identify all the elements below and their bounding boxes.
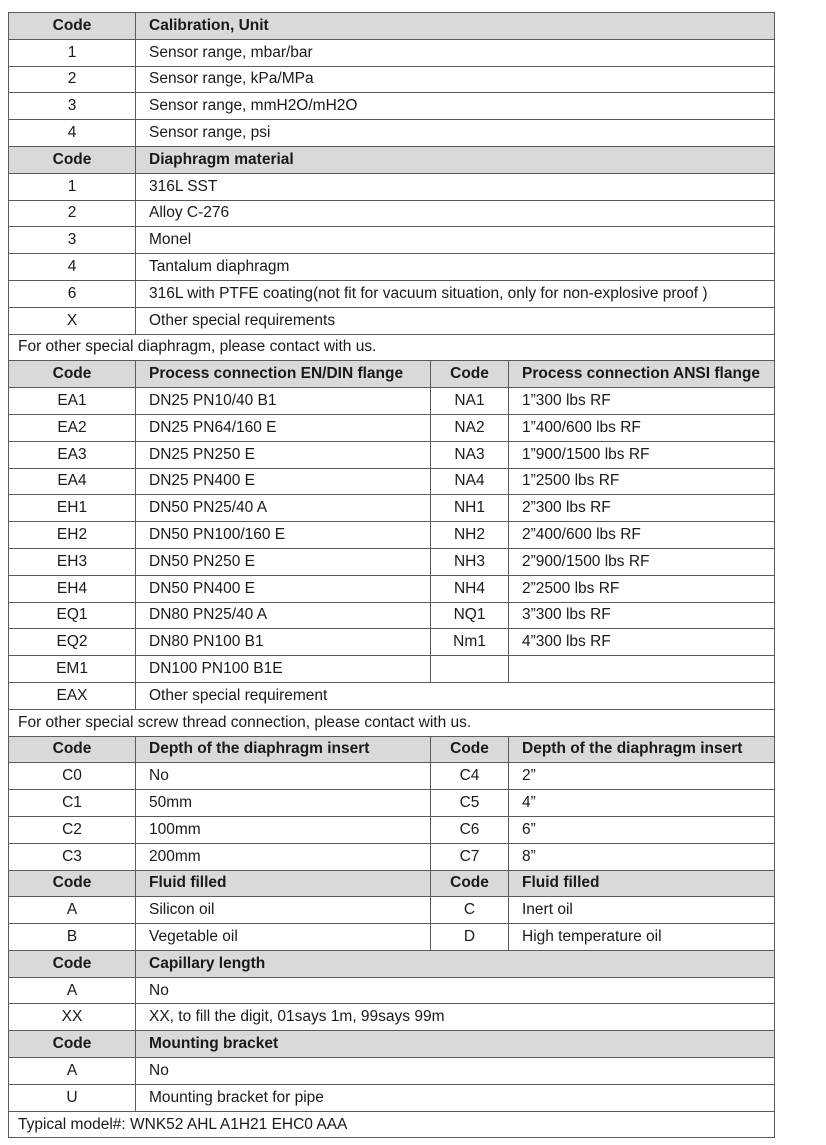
description-cell: DN80 PN25/40 A	[136, 602, 431, 629]
code-cell: C0	[9, 763, 136, 790]
code-cell: EM1	[9, 656, 136, 683]
description-cell: 1”900/1500 lbs RF	[509, 441, 775, 468]
table-row	[9, 522, 775, 549]
code-cell: EH3	[9, 548, 136, 575]
description-cell: Sensor range, psi	[136, 120, 775, 147]
description-cell: DN50 PN250 E	[136, 548, 431, 575]
description-cell: 3”300 lbs RF	[509, 602, 775, 629]
depth-title-left: Depth of the diaphragm insert	[136, 736, 431, 763]
fluid-title-left: Fluid filled	[136, 870, 431, 897]
table-row	[9, 227, 775, 254]
description-cell: 1”400/600 lbs RF	[509, 414, 775, 441]
fluid-title-right: Fluid filled	[509, 870, 775, 897]
description-cell: Other special requirement	[136, 682, 775, 709]
code-cell: NH4	[431, 575, 509, 602]
code-header: Code	[9, 1031, 136, 1058]
table-row	[9, 602, 775, 629]
description-cell: 316L with PTFE coating(not fit for vacuum situation, only for non-explosive proof )	[136, 280, 775, 307]
table-row	[9, 790, 775, 817]
code-cell: EA1	[9, 388, 136, 415]
mounting-title: Mounting bracket	[136, 1031, 775, 1058]
code-cell: Nm1	[431, 629, 509, 656]
description-cell: 2”2500 lbs RF	[509, 575, 775, 602]
description-cell: Vegetable oil	[136, 924, 431, 951]
table-row	[9, 200, 775, 227]
table-row	[9, 39, 775, 66]
table-row	[9, 173, 775, 200]
description-cell: DN25 PN10/40 B1	[136, 388, 431, 415]
description-cell: DN25 PN250 E	[136, 441, 431, 468]
process-title-ansi: Process connection ANSI flange	[509, 361, 775, 388]
footer-row	[9, 1111, 775, 1138]
table-row	[9, 575, 775, 602]
description-cell: 2”	[509, 763, 775, 790]
code-cell: NH2	[431, 522, 509, 549]
description-cell	[509, 656, 775, 683]
table-row	[9, 66, 775, 93]
table-row	[9, 629, 775, 656]
code-cell: 1	[9, 173, 136, 200]
description-cell: Other special requirements	[136, 307, 775, 334]
process-title-en-din: Process connection EN/DIN flange	[136, 361, 431, 388]
table-row	[9, 441, 775, 468]
table-row	[9, 548, 775, 575]
description-cell: DN100 PN100 B1E	[136, 656, 431, 683]
code-header: Code	[431, 870, 509, 897]
description-cell: 4”	[509, 790, 775, 817]
code-cell: NQ1	[431, 602, 509, 629]
code-cell: C6	[431, 816, 509, 843]
description-cell: XX, to fill the digit, 01says 1m, 99says 99m	[136, 1004, 775, 1031]
code-cell: D	[431, 924, 509, 951]
note-row	[9, 709, 775, 736]
depth-title-right: Depth of the diaphragm insert	[509, 736, 775, 763]
description-cell: 2”900/1500 lbs RF	[509, 548, 775, 575]
description-cell: DN50 PN100/160 E	[136, 522, 431, 549]
capillary-title: Capillary length	[136, 950, 775, 977]
code-cell: EH2	[9, 522, 136, 549]
description-cell: 200mm	[136, 843, 431, 870]
table-row	[9, 682, 775, 709]
note-row	[9, 334, 775, 361]
code-cell: 2	[9, 200, 136, 227]
description-cell: 6”	[509, 816, 775, 843]
code-header: Code	[9, 146, 136, 173]
description-cell: Mounting bracket for pipe	[136, 1084, 775, 1111]
code-cell: 3	[9, 227, 136, 254]
description-cell: No	[136, 763, 431, 790]
table-row	[9, 1084, 775, 1111]
table-row	[9, 120, 775, 147]
code-cell: B	[9, 924, 136, 951]
description-cell: DN50 PN25/40 A	[136, 495, 431, 522]
table-row	[9, 388, 775, 415]
table-row	[9, 280, 775, 307]
table-row	[9, 897, 775, 924]
code-header: Code	[9, 736, 136, 763]
code-cell: EA4	[9, 468, 136, 495]
depth-header-row	[9, 736, 775, 763]
code-cell: A	[9, 977, 136, 1004]
specification-table	[8, 12, 775, 1138]
description-cell: DN50 PN400 E	[136, 575, 431, 602]
description-cell: Sensor range, kPa/MPa	[136, 66, 775, 93]
description-cell: 50mm	[136, 790, 431, 817]
code-cell: C2	[9, 816, 136, 843]
code-cell	[431, 656, 509, 683]
diaphragm-note: For other special diaphragm, please contact with us.	[9, 334, 775, 361]
typical-model: Typical model#: WNK52 AHL A1H21 EHC0 AAA	[9, 1111, 775, 1138]
code-cell: C	[431, 897, 509, 924]
description-cell: 8”	[509, 843, 775, 870]
code-cell: 4	[9, 254, 136, 281]
code-header: Code	[9, 950, 136, 977]
code-cell: EA3	[9, 441, 136, 468]
code-cell: A	[9, 1058, 136, 1085]
table-row	[9, 307, 775, 334]
table-row	[9, 414, 775, 441]
diaphragm-header-row	[9, 146, 775, 173]
code-cell: C3	[9, 843, 136, 870]
description-cell: Sensor range, mbar/bar	[136, 39, 775, 66]
code-header: Code	[9, 13, 136, 40]
code-cell: C5	[431, 790, 509, 817]
code-cell: EQ1	[9, 602, 136, 629]
description-cell: No	[136, 1058, 775, 1085]
description-cell: DN25 PN400 E	[136, 468, 431, 495]
description-cell: Sensor range, mmH2O/mH2O	[136, 93, 775, 120]
code-cell: C7	[431, 843, 509, 870]
code-cell: NA3	[431, 441, 509, 468]
calibration-header-row	[9, 13, 775, 40]
code-cell: EAX	[9, 682, 136, 709]
description-cell: 4”300 lbs RF	[509, 629, 775, 656]
description-cell: 100mm	[136, 816, 431, 843]
table-row	[9, 254, 775, 281]
fluid-header-row	[9, 870, 775, 897]
code-cell: X	[9, 307, 136, 334]
table-row	[9, 468, 775, 495]
mounting-header-row	[9, 1031, 775, 1058]
code-cell: EH4	[9, 575, 136, 602]
table-row	[9, 656, 775, 683]
table-row	[9, 977, 775, 1004]
description-cell: Silicon oil	[136, 897, 431, 924]
table-row	[9, 93, 775, 120]
code-cell: 2	[9, 66, 136, 93]
description-cell: Alloy C-276	[136, 200, 775, 227]
code-cell: NA4	[431, 468, 509, 495]
description-cell: Inert oil	[509, 897, 775, 924]
code-cell: NA1	[431, 388, 509, 415]
table-row	[9, 1004, 775, 1031]
capillary-header-row	[9, 950, 775, 977]
code-cell: 6	[9, 280, 136, 307]
description-cell: 1”300 lbs RF	[509, 388, 775, 415]
description-cell: 1”2500 lbs RF	[509, 468, 775, 495]
code-cell: C1	[9, 790, 136, 817]
code-cell: EQ2	[9, 629, 136, 656]
description-cell: 316L SST	[136, 173, 775, 200]
code-header: Code	[431, 736, 509, 763]
description-cell: Tantalum diaphragm	[136, 254, 775, 281]
code-cell: C4	[431, 763, 509, 790]
table-row	[9, 843, 775, 870]
description-cell: No	[136, 977, 775, 1004]
code-header: Code	[431, 361, 509, 388]
code-cell: EH1	[9, 495, 136, 522]
code-cell: NH1	[431, 495, 509, 522]
code-cell: A	[9, 897, 136, 924]
code-header: Code	[9, 870, 136, 897]
table-row	[9, 1058, 775, 1085]
description-cell: 2”300 lbs RF	[509, 495, 775, 522]
code-cell: NA2	[431, 414, 509, 441]
code-cell: XX	[9, 1004, 136, 1031]
diaphragm-title: Diaphragm material	[136, 146, 775, 173]
code-cell: 1	[9, 39, 136, 66]
description-cell: High temperature oil	[509, 924, 775, 951]
table-row	[9, 495, 775, 522]
code-cell: NH3	[431, 548, 509, 575]
code-header: Code	[9, 361, 136, 388]
code-cell: 4	[9, 120, 136, 147]
description-cell: DN25 PN64/160 E	[136, 414, 431, 441]
description-cell: 2”400/600 lbs RF	[509, 522, 775, 549]
process-note: For other special screw thread connection, please contact with us.	[9, 709, 775, 736]
code-cell: EA2	[9, 414, 136, 441]
process-header-row	[9, 361, 775, 388]
calibration-title: Calibration, Unit	[136, 13, 775, 40]
description-cell: DN80 PN100 B1	[136, 629, 431, 656]
description-cell: Monel	[136, 227, 775, 254]
code-cell: 3	[9, 93, 136, 120]
table-row	[9, 763, 775, 790]
table-row	[9, 924, 775, 951]
code-cell: U	[9, 1084, 136, 1111]
table-row	[9, 816, 775, 843]
